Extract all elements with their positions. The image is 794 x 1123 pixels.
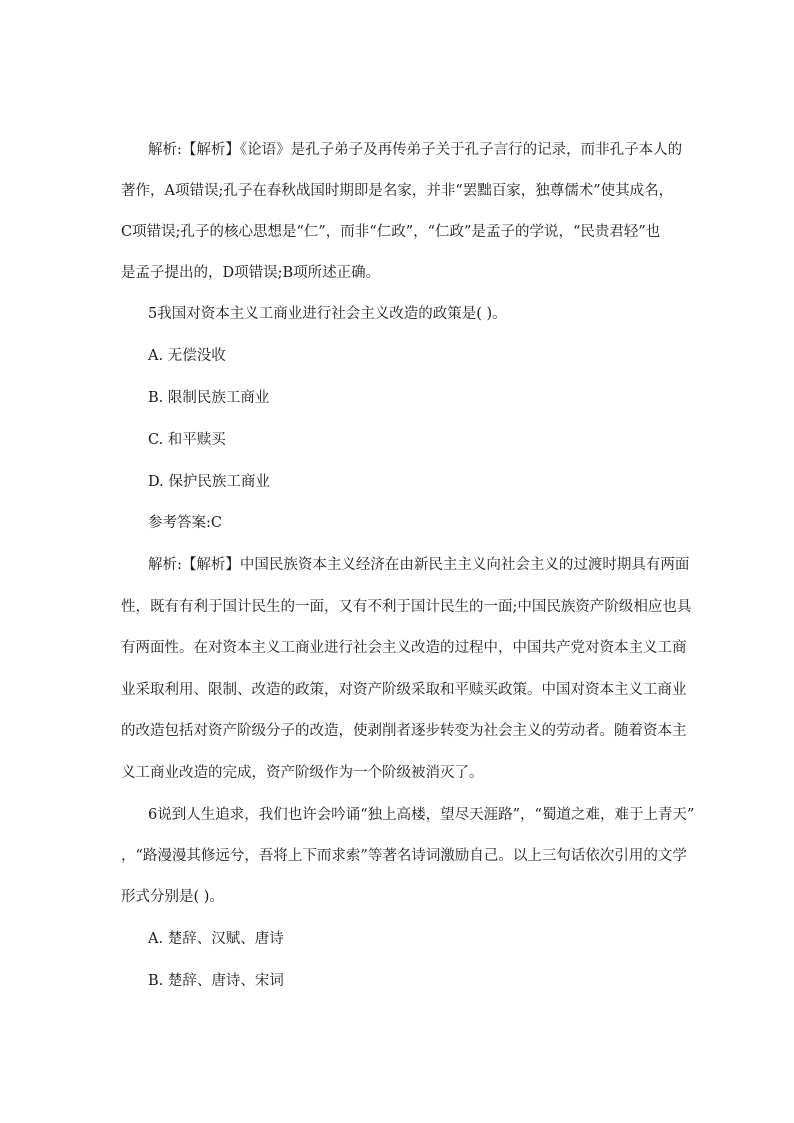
- question-6-stem-line-1: 6说到人生追求，我们也许会吟诵“独上高楼，望尽天涯路”，“蜀道之难，难于上青天”: [148, 807, 695, 823]
- analysis-q4-line-3: C项错误;孔子的核心思想是“仁”，而非“仁政”，“仁政”是孟子的学说，“民贵君轻”也: [121, 224, 661, 240]
- analysis-q4-line-4: 是孟子提出的，D项错误;B项所述正确。: [121, 265, 381, 281]
- analysis-q5-line-6: 义工商业改造的完成，资产阶级作为一个阶级被消灭了。: [121, 765, 484, 781]
- analysis-q5-line-5: 的改造包括对资产阶级分子的改造，使剥削者逐步转变为社会主义的劳动者。随着资本主: [121, 723, 687, 739]
- analysis-q5-line-3: 有两面性。在对资本主义工商业进行社会主义改造的过程中，中国共产党对资本主义工商: [121, 640, 687, 656]
- question-5-option-b: B. 限制民族工商业: [148, 390, 270, 406]
- analysis-q5-line-1: 解析:【解析】中国民族资本主义经济在由新民主主义向社会主义的过渡时期具有两面: [148, 557, 690, 573]
- question-5-option-c: C. 和平赎买: [148, 432, 226, 448]
- question-5-option-d: D. 保护民族工商业: [148, 474, 270, 490]
- analysis-q4-line-1: 解析:【解析】《论语》是孔子弟子及再传弟子关于孔子言行的记录，而非孔子本人的: [148, 142, 683, 158]
- analysis-q5-line-2: 性，既有有利于国计民生的一面，又有不利于国计民生的一面;中国民族资产阶级相应也具: [121, 599, 692, 615]
- question-5-option-a: A. 无偿没收: [148, 348, 226, 364]
- analysis-q5-line-4: 业采取利用、限制、改造的政策，对资产阶级采取和平赎买政策。中国对资本主义工商业: [121, 682, 687, 698]
- question-5-stem: 5我国对资本主义工商业进行社会主义改造的政策是( )。: [148, 306, 507, 322]
- question-6-stem-line-2: ，“路漫漫其修远兮，吾将上下而求索”等著名诗词激励自己。以上三句话依次引用的文学: [121, 848, 687, 864]
- question-5-answer: 参考答案:C: [148, 515, 222, 531]
- question-6-option-a: A. 楚辞、汉赋、唐诗: [148, 931, 284, 947]
- question-6-stem-line-3: 形式分别是( )。: [121, 889, 224, 905]
- question-6-option-b: B. 楚辞、唐诗、宋词: [148, 973, 284, 989]
- analysis-q4-line-2: 著作，A项错误;孔子在春秋战国时期即是名家，并非“罢黜百家，独尊儒术”使其成名，: [121, 183, 674, 199]
